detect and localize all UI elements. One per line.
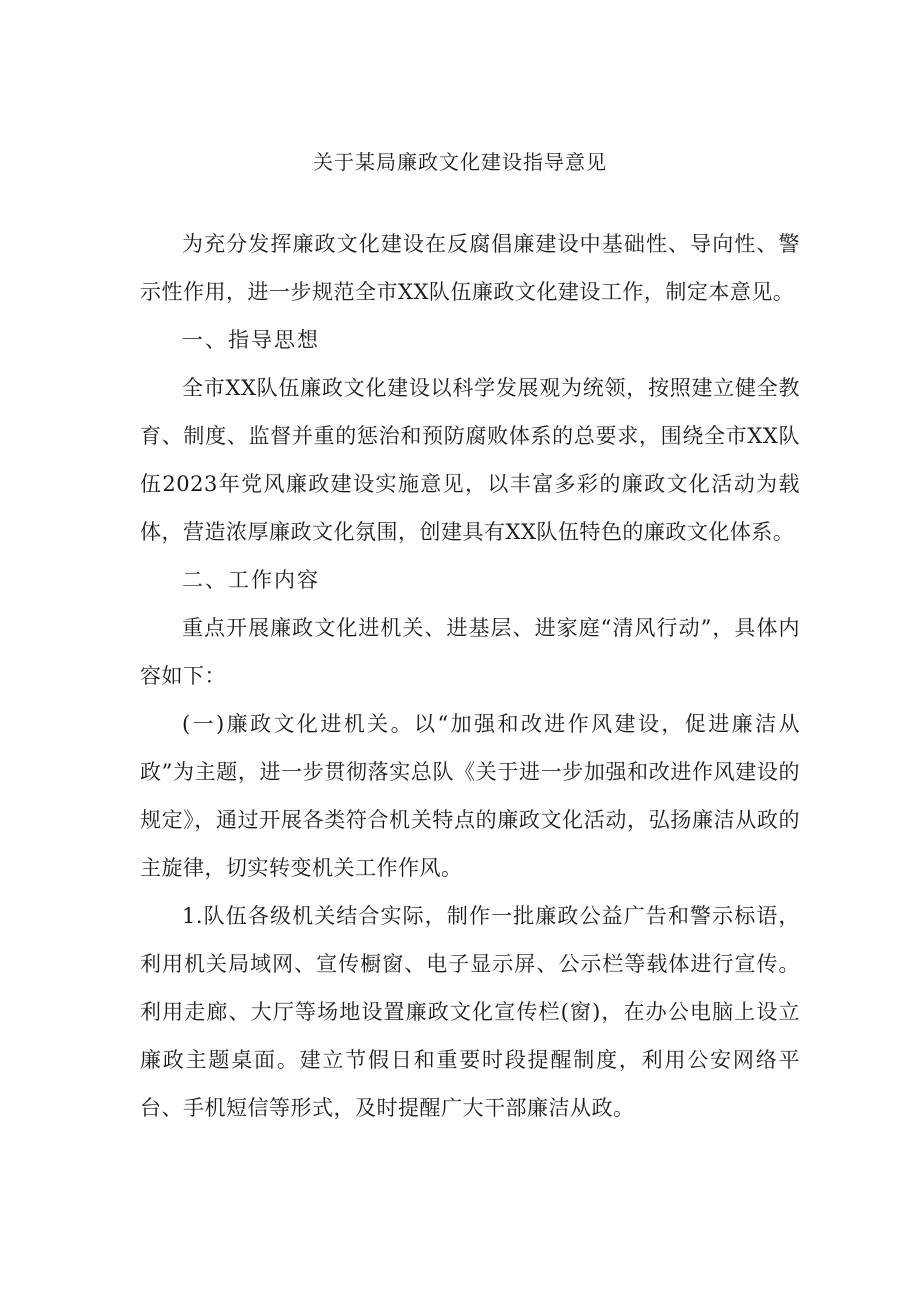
section-heading-guiding-ideology: 一、指导思想	[182, 328, 320, 352]
guiding-ideology-paragraph: 全市XX队伍廉政文化建设以科学发展观为统领，按照建立健全教育、制度、监督并重的惩治和预防腐败体系的总要求，围绕全市XX队伍2023年党风廉政建设实施意见，以丰富多彩的廉政文化活动为载体，营造浓厚廉政文化氛围，创建具有XX队伍特色的廉政文化体系。	[140, 376, 800, 544]
subsection-organs-paragraph: (一)廉政文化进机关。以“加强和改进作风建设，促进廉洁从政”为主题，进一步贯彻落实总队《关于进一步加强和改进作风建设的规定》，通过开展各类符合机关特点的廉政文化活动，弘扬廉洁从政的主旋律，切实转变机关工作作风。	[140, 712, 800, 880]
item-1-paragraph: 1.队伍各级机关结合实际，制作一批廉政公益广告和警示标语，利用机关局域网、宣传橱窗、电子显示屏、公示栏等载体进行宣传。利用走廊、大厅等场地设置廉政文化宣传栏(窗)，在办公电脑上设立廉政主题桌面。建立节假日和重要时段提醒制度，利用公安网络平台、手机短信等形式，及时提醒广大干部廉洁从政。	[140, 904, 800, 1120]
work-content-intro-paragraph: 重点开展廉政文化进机关、进基层、进家庭“清风行动”，具体内容如下：	[140, 616, 800, 688]
document-body	[140, 220, 800, 1132]
section-heading-work-content: 二、工作内容	[182, 568, 320, 592]
document-title: 关于某局廉政文化建设指导意见	[313, 150, 607, 174]
intro-paragraph: 为充分发挥廉政文化建设在反腐倡廉建设中基础性、导向性、警示性作用，进一步规范全市XX队伍廉政文化建设工作，制定本意见。	[140, 232, 800, 304]
